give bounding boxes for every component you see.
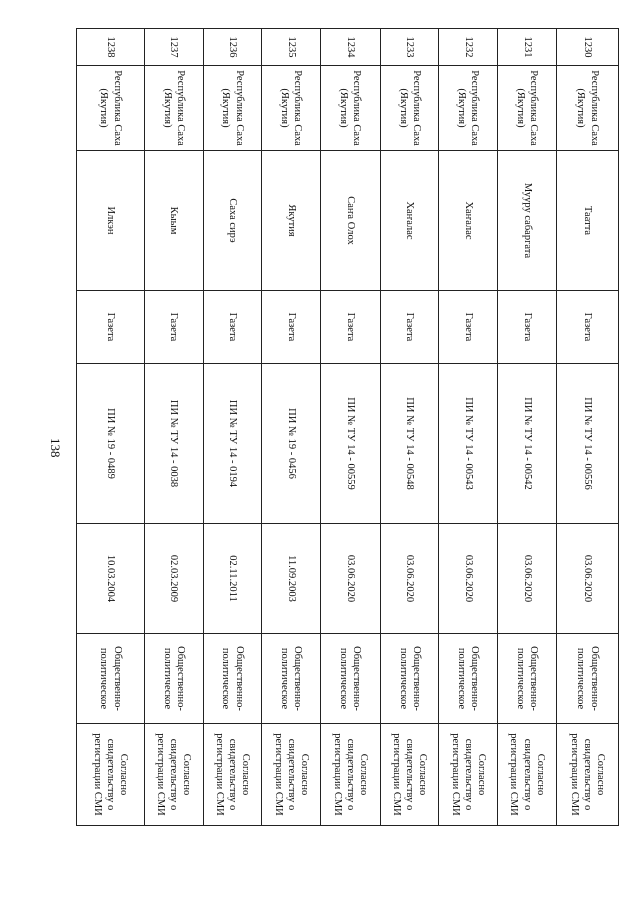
cell-region: Республика Саха (Якутия) [77,66,145,151]
cell-type: Газета [144,291,203,364]
cell-date: 02.03.2009 [144,524,203,634]
cell-territory: Согласно свидетельству о регистрации СМИ [77,724,145,826]
cell-region: Республика Саха (Якутия) [380,66,439,151]
cell-region: Республика Саха (Якутия) [439,66,498,151]
cell-num: 1236 [203,29,262,66]
cell-name: Хаҥалас [439,151,498,291]
cell-region: Республика Саха (Якутия) [203,66,262,151]
cell-territory: Согласно свидетельству о регистрации СМИ [498,724,557,826]
cell-date: 03.06.2020 [498,524,557,634]
cell-reg-number: ПИ № ТУ 14 - 00543 [439,364,498,524]
cell-num: 1230 [556,29,618,66]
cell-type: Газета [498,291,557,364]
cell-date: 02.11.2011 [203,524,262,634]
table-row [203,29,262,826]
cell-subject: Общественно-политическое [203,634,262,724]
table-row [498,29,557,826]
cell-subject: Общественно-политическое [380,634,439,724]
cell-territory: Согласно свидетельству о регистрации СМИ [439,724,498,826]
cell-num: 1232 [439,29,498,66]
cell-num: 1238 [77,29,145,66]
cell-reg-number: ПИ № 19 - 0456 [262,364,321,524]
cell-name: Илкэн [77,151,145,291]
cell-subject: Общественно-политическое [556,634,618,724]
table-row [380,29,439,826]
cell-territory: Согласно свидетельству о регистрации СМИ [380,724,439,826]
cell-territory: Согласно свидетельству о регистрации СМИ [262,724,321,826]
cell-name: Мууру сабаргата [498,151,557,291]
cell-name: Якутия [262,151,321,291]
cell-reg-number: ПИ № ТУ 14 - 0194 [203,364,262,524]
cell-type: Газета [77,291,145,364]
page-number: 138 [48,438,63,458]
table-row [262,29,321,826]
cell-type: Газета [380,291,439,364]
cell-num: 1233 [380,29,439,66]
cell-date: 03.06.2020 [380,524,439,634]
cell-num: 1231 [498,29,557,66]
cell-subject: Общественно-политическое [262,634,321,724]
table-row [439,29,498,826]
cell-date: 10.03.2004 [77,524,145,634]
table-row [144,29,203,826]
cell-subject: Общественно-политическое [77,634,145,724]
table-row [556,29,618,826]
cell-subject: Общественно-политическое [144,634,203,724]
cell-reg-number: ПИ № ТУ 14 - 00556 [556,364,618,524]
cell-name: Саха сирэ [203,151,262,291]
cell-territory: Согласно свидетельству о регистрации СМИ [203,724,262,826]
registry-table [76,28,619,826]
table-row [77,29,145,826]
cell-name: Хаҥалас [380,151,439,291]
cell-date: 03.06.2020 [320,524,380,634]
cell-territory: Согласно свидетельству о регистрации СМИ [556,724,618,826]
cell-reg-number: ПИ № ТУ 14 - 00548 [380,364,439,524]
cell-type: Газета [320,291,380,364]
cell-subject: Общественно-политическое [439,634,498,724]
cell-reg-number: ПИ № ТУ 14 - 00559 [320,364,380,524]
cell-type: Газета [262,291,321,364]
cell-reg-number: ПИ № 19 - 0489 [77,364,145,524]
cell-num: 1237 [144,29,203,66]
cell-num: 1235 [262,29,321,66]
cell-date: 03.06.2020 [439,524,498,634]
cell-region: Республика Саха (Якутия) [498,66,557,151]
cell-subject: Общественно-политическое [320,634,380,724]
cell-reg-number: ПИ № ТУ 14 - 0038 [144,364,203,524]
cell-type: Газета [556,291,618,364]
cell-territory: Согласно свидетельству о регистрации СМИ [144,724,203,826]
cell-subject: Общественно-политическое [498,634,557,724]
cell-date: 03.06.2020 [556,524,618,634]
cell-region: Республика Саха (Якутия) [320,66,380,151]
cell-region: Республика Саха (Якутия) [262,66,321,151]
cell-name: Кыым [144,151,203,291]
cell-region: Республика Саха (Якутия) [144,66,203,151]
cell-region: Республика Саха (Якутия) [556,66,618,151]
cell-reg-number: ПИ № ТУ 14 - 00542 [498,364,557,524]
cell-num: 1234 [320,29,380,66]
table-row [320,29,380,826]
cell-name: Саҥа Олох [320,151,380,291]
cell-date: 11.09.2003 [262,524,321,634]
cell-name: Таатта [556,151,618,291]
cell-type: Газета [439,291,498,364]
cell-type: Газета [203,291,262,364]
cell-territory: Согласно свидетельству о регистрации СМИ [320,724,380,826]
